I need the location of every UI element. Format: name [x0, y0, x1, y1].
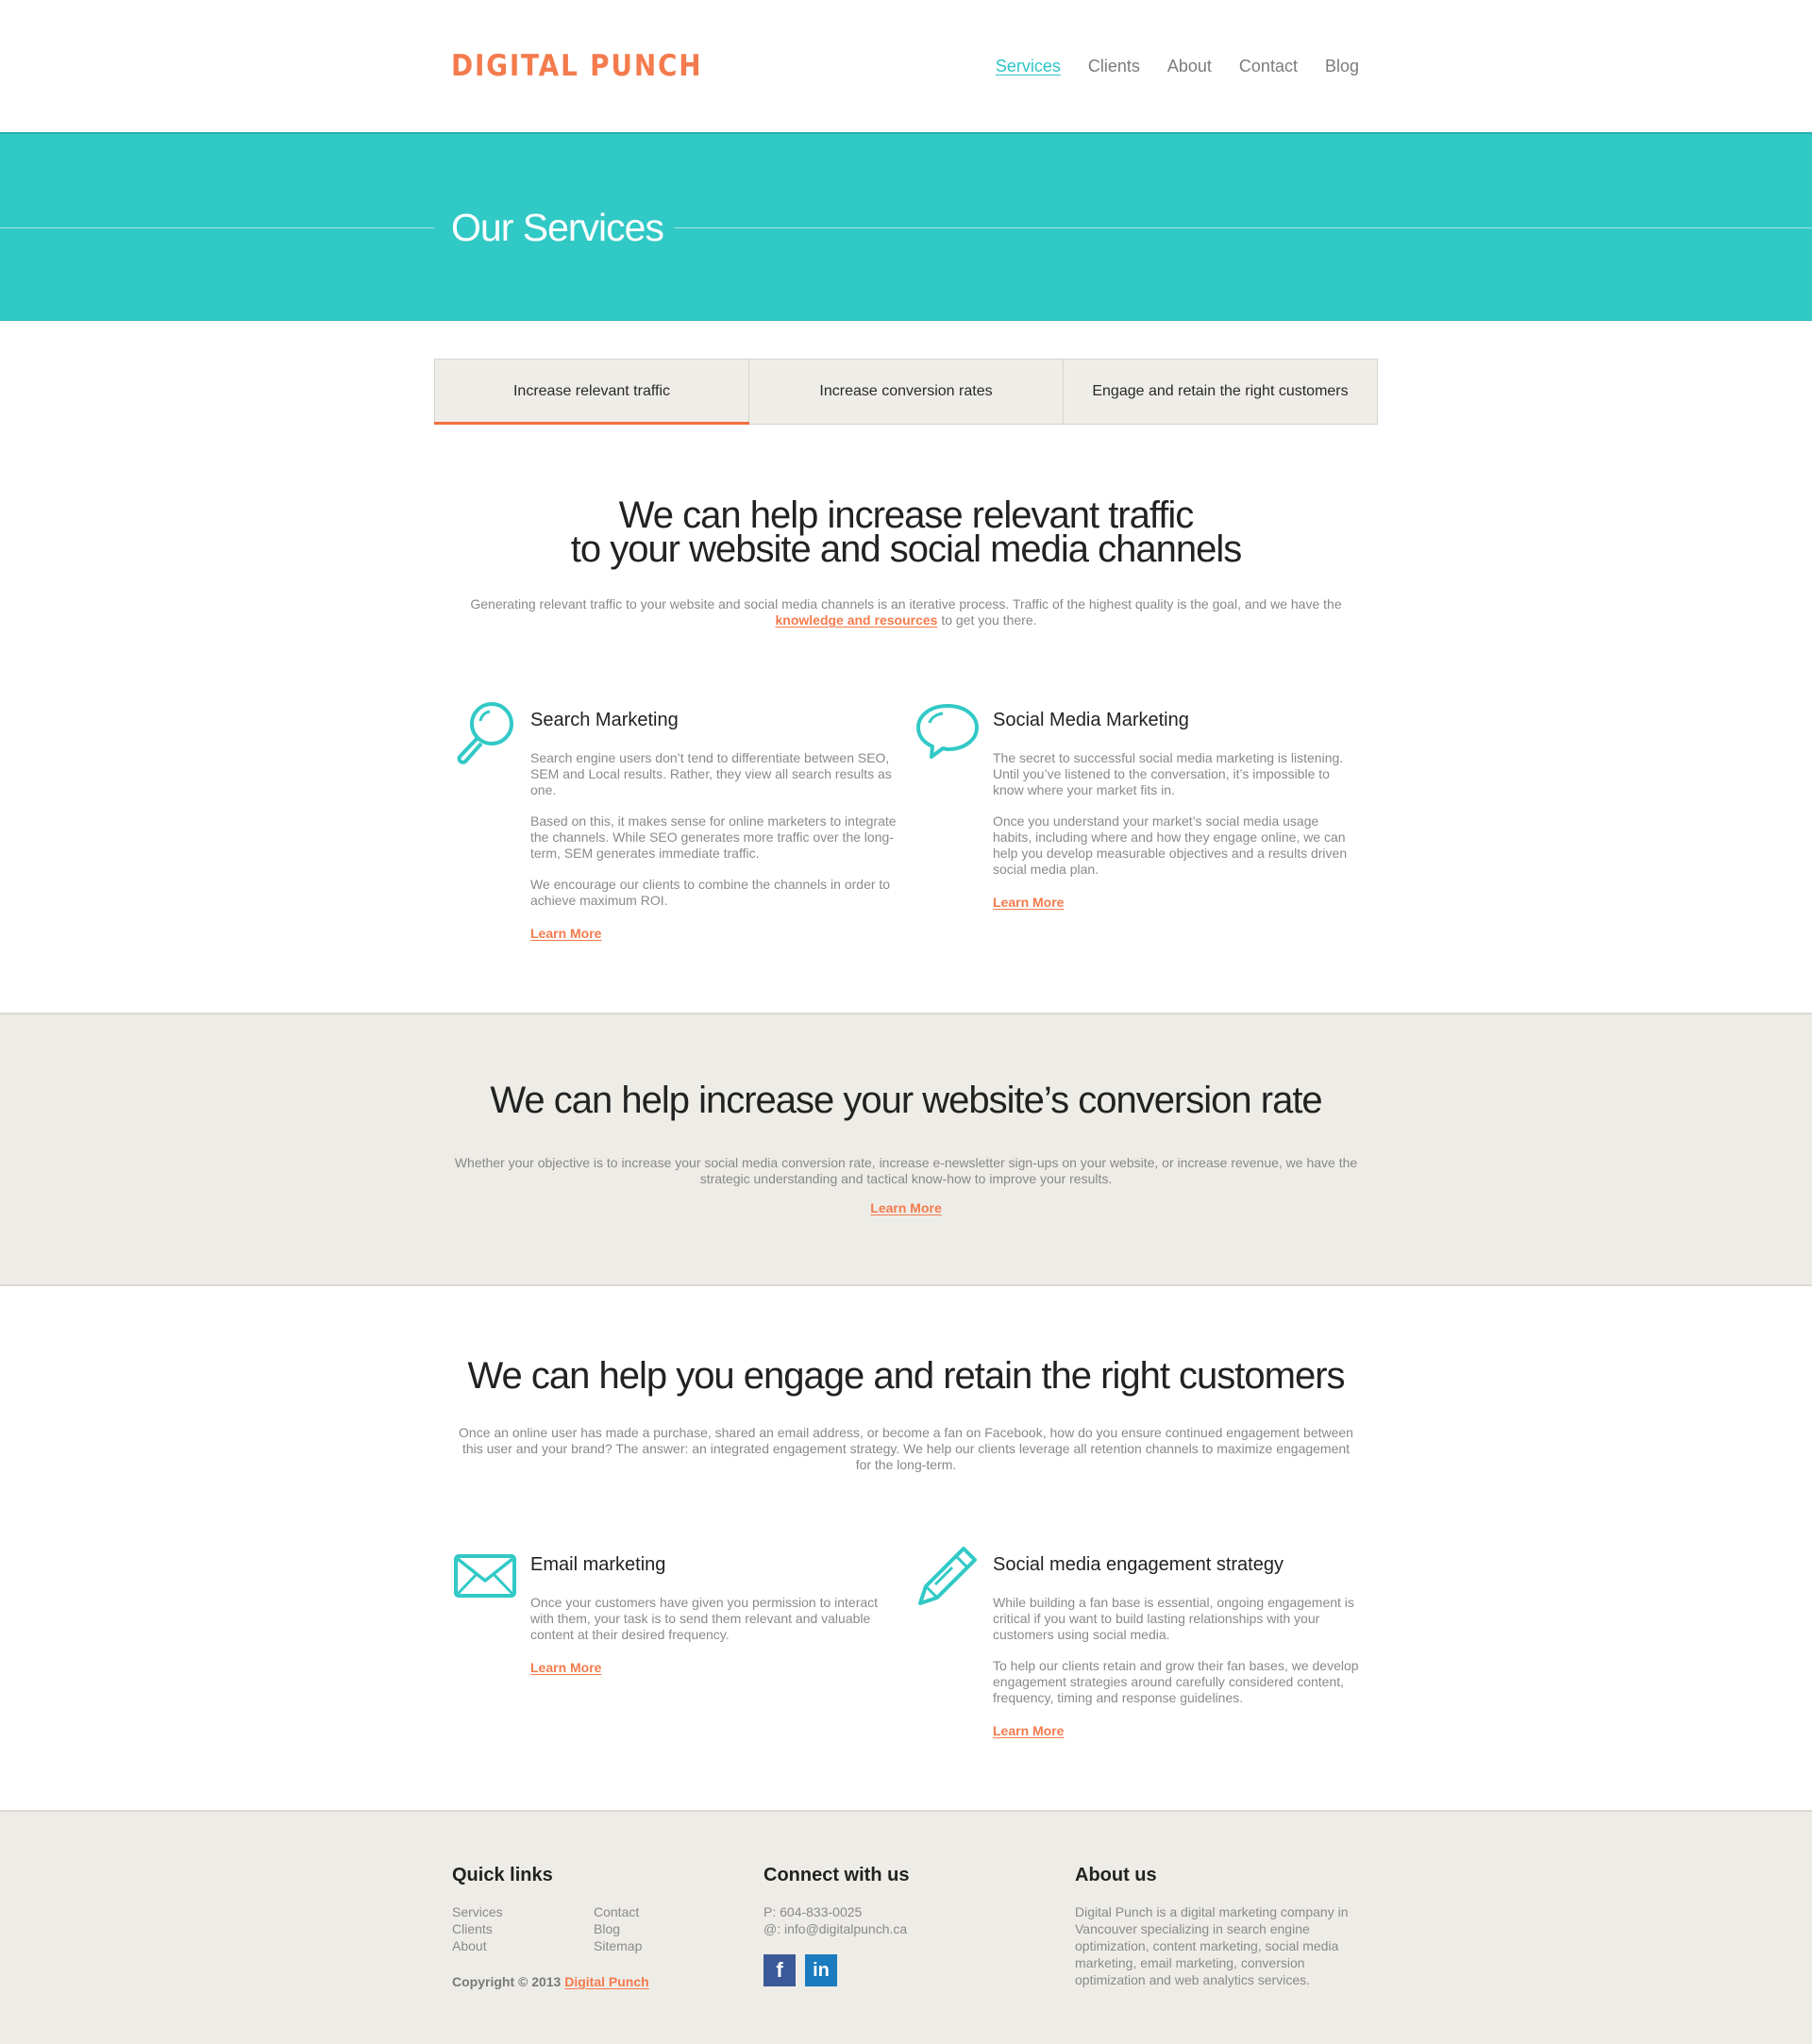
footer-heading: Connect with us — [763, 1865, 910, 1885]
nav-item-contact[interactable]: Contact — [1238, 57, 1298, 75]
footer-link-clients[interactable]: Clients — [452, 1921, 493, 1936]
feature-paragraph: To help our clients retain and grow their fan bases, we develop engagement strategies around carefully considered content, frequency, timing and response guidelines. — [993, 1658, 1359, 1705]
about-text: Digital Punch is a digital marketing company in Vancouver specializing in search engine optimization, content marketing, social media marketing, email marketing, conversion optimization and web analytics services. — [1075, 1904, 1349, 1987]
nav-item-about[interactable]: About — [1166, 57, 1212, 75]
linkedin-icon[interactable]: in — [805, 1954, 837, 1986]
site-footer — [0, 1810, 1812, 2044]
contact-email[interactable]: @: info@digitalpunch.ca — [763, 1921, 908, 1936]
feature-paragraph: Once your customers have given you permission to interact with them, your task is to send them relevant and valuable content at their desired frequency. — [530, 1595, 879, 1642]
copyright — [452, 1973, 697, 1990]
traffic-intro-text: Generating relevant traffic to your website and social media channels is an iterative process. Traffic of the highest quality is the goal, and we have the — [470, 596, 1342, 612]
feature-paragraph: Search engine users don’t tend to differentiate between SEO, SEM and Local results. Rather, they view all search results as one. — [530, 750, 892, 797]
feature-paragraph: While building a fan base is essential, ongoing engagement is critical if you want to build lasting relationships with your customers using social media. — [993, 1595, 1354, 1642]
footer-quick-links — [452, 1865, 697, 1990]
tab-engage-retain[interactable]: Engage and retain the right customers — [1092, 383, 1349, 399]
logo[interactable]: DIGITAL PUNCH — [451, 49, 703, 83]
speech-bubble-icon — [914, 698, 981, 764]
footer-link-services[interactable]: Services — [452, 1904, 503, 1919]
conversion-intro: Whether your objective is to increase your social media conversion rate, increase e-newsletter sign-ups on your website, or increase revenue, we have the strategic understanding and tactical know-how to improve your results. — [454, 1155, 1358, 1186]
envelope-icon — [452, 1543, 518, 1609]
engage-intro: Once an online user has made a purchase, shared an email address, or become a fan on Facebook, how do you ensure continued engagement between this user and your brand? The answer: an integrated engagement strategy. We help our clients leverage all retention channels to maximize engagement for the long-term. — [459, 1425, 1353, 1472]
nav-item-clients[interactable]: Clients — [1087, 57, 1140, 75]
learn-more-link[interactable]: Learn More — [993, 1723, 1065, 1738]
service-tabs — [434, 359, 1378, 425]
magnifier-icon — [452, 698, 518, 764]
learn-more-link[interactable]: Learn More — [993, 895, 1065, 910]
footer-about — [1075, 1865, 1363, 1988]
site-header — [0, 0, 1812, 132]
traffic-title-line1: We can help increase relevant traffic — [618, 494, 1194, 536]
feature-paragraph: The secret to successful social media marketing is listening. Until you’ve listened to the conversation, it’s impossible to know where your market fits in. — [993, 750, 1344, 797]
feature-social-engagement — [993, 1554, 1361, 1740]
contact-phone: P: 604-833-0025 — [763, 1904, 863, 1919]
conversion-more-wrap — [0, 1200, 1812, 1217]
footer-link-contact[interactable]: Contact — [594, 1904, 640, 1919]
hero-rule-right — [674, 227, 1812, 228]
traffic-title — [0, 494, 1812, 570]
feature-title: Social Media Marketing — [993, 710, 1189, 730]
engage-title: We can help you engage and retain the right customers — [467, 1355, 1345, 1397]
conversion-section — [0, 1013, 1812, 1286]
footer-link-blog[interactable]: Blog — [594, 1921, 621, 1936]
feature-search-marketing — [530, 710, 898, 943]
learn-more-link[interactable]: Learn More — [530, 1660, 602, 1675]
feature-social-media-marketing — [993, 710, 1361, 912]
feature-paragraph: Once you understand your market’s social media usage habits, including where and how they engage online, we can help you develop measurable objectives and a results driven social media plan. — [993, 813, 1348, 877]
feature-email-marketing — [530, 1554, 898, 1677]
footer-link-about[interactable]: About — [452, 1938, 487, 1953]
feature-paragraph: Based on this, it makes sense for online marketers to integrate the channels. While SEO generates more traffic over the long-term, SEM generates immediate traffic. — [530, 813, 897, 861]
nav-item-services[interactable]: Services — [995, 57, 1061, 75]
feature-title: Email marketing — [530, 1554, 666, 1575]
traffic-title-line2: to your website and social media channels — [570, 528, 1242, 570]
learn-more-link[interactable]: Learn More — [530, 926, 602, 941]
knowledge-resources-link[interactable]: knowledge and resources — [775, 612, 938, 628]
feature-title: Social media engagement strategy — [993, 1554, 1284, 1575]
page-title: Our Services — [451, 206, 663, 249]
main-nav — [996, 57, 1359, 76]
tab-increase-traffic[interactable]: Increase relevant traffic — [435, 360, 749, 424]
tab-increase-conversion[interactable]: Increase conversion rates — [749, 360, 1064, 424]
feature-paragraph: We encourage our clients to combine the channels in order to achieve maximum ROI. — [530, 877, 891, 908]
footer-heading: Quick links — [452, 1865, 553, 1885]
traffic-intro-text-end: to get you there. — [941, 612, 1037, 628]
pencil-icon — [914, 1543, 981, 1609]
footer-connect — [763, 1865, 1009, 1986]
traffic-intro — [434, 596, 1378, 628]
hero-banner — [0, 132, 1812, 321]
feature-title: Search Marketing — [530, 710, 679, 730]
learn-more-link[interactable]: Learn More — [870, 1200, 942, 1215]
copyright-text: Copyright © 2013 — [452, 1974, 562, 1989]
footer-heading: About us — [1075, 1865, 1157, 1885]
footer-link-sitemap[interactable]: Sitemap — [594, 1938, 643, 1953]
nav-item-blog[interactable]: Blog — [1324, 57, 1359, 75]
social-links — [763, 1954, 1009, 1986]
hero-rule-left — [0, 227, 434, 228]
conversion-title: We can help increase your website’s conversion rate — [490, 1080, 1322, 1121]
facebook-icon[interactable]: f — [763, 1954, 796, 1986]
copyright-link[interactable]: Digital Punch — [564, 1974, 649, 1989]
quick-links-list — [452, 1903, 697, 1954]
